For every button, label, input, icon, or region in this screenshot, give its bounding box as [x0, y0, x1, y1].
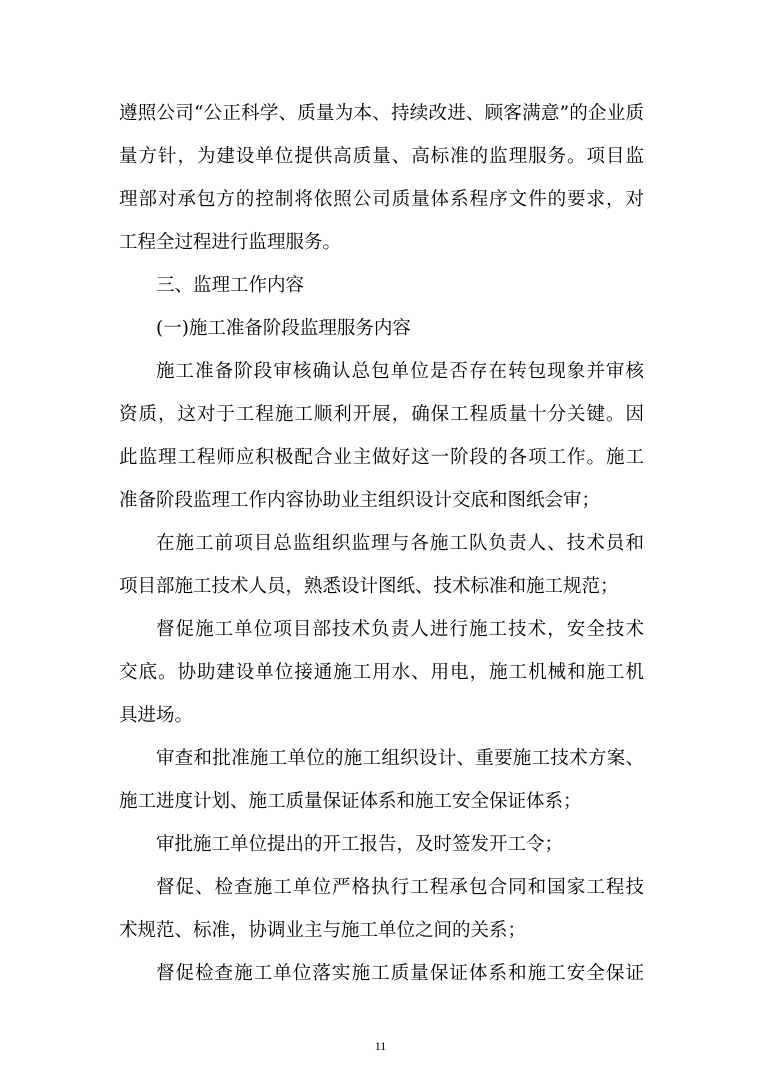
text-line: 量方针，为建设单位提供高质量、高标准的监理服务。项目监 [119, 146, 644, 167]
text-line: 工程全过程进行监理服务。 [119, 232, 342, 253]
text-line: 在施工前项目总监组织监理与各施工队负责人、技术员和 [156, 533, 644, 554]
text-line: 术规范、标准，协调业主与施工单位之间的关系； [119, 920, 527, 941]
text-line: 督促检查施工单位落实施工质量保证体系和施工安全保证 [156, 963, 644, 984]
subsection-heading: (一)施工准备阶段监理服务内容 [156, 318, 411, 339]
section-heading: 三、监理工作内容 [156, 275, 305, 296]
text-line: 交底。协助建设单位接通施工用水、用电，施工机械和施工机 [119, 662, 644, 683]
text-line: 施工进度计划、施工质量保证体系和施工安全保证体系； [119, 791, 582, 812]
page-number: 11 [374, 1039, 387, 1053]
text-line: 理部对承包方的控制将依照公司质量体系程序文件的要求，对 [119, 189, 644, 210]
text-line: 审批施工单位提出的开工报告，及时签发开工令； [156, 834, 564, 855]
text-line: 施工准备阶段审核确认总包单位是否存在转包现象并审核 [156, 361, 644, 382]
text-line: 此监理工程师应积极配合业主做好这一阶段的各项工作。施工 [119, 447, 644, 468]
text-line: 资质，这对于工程施工顺利开展，确保工程质量十分关键。因 [119, 404, 644, 425]
text-line: 审查和批准施工单位的施工组织设计、重要施工技术方案、 [156, 748, 644, 769]
text-line: 具进场。 [119, 705, 194, 726]
text-line: 项目部施工技术人员，熟悉设计图纸、技术标准和施工规范； [119, 576, 619, 597]
body-text [119, 92, 644, 995]
text-line: 遵照公司“公正科学、质量为本、持续改进、顾客满意”的企业质 [119, 103, 644, 124]
text-line: 准备阶段监理工作内容协助业主组织设计交底和图纸会审； [119, 490, 601, 511]
text-line: 督促、检查施工单位严格执行工程承包合同和国家工程技 [156, 877, 644, 898]
text-line: 督促施工单位项目部技术负责人进行施工技术，安全技术 [156, 619, 644, 640]
